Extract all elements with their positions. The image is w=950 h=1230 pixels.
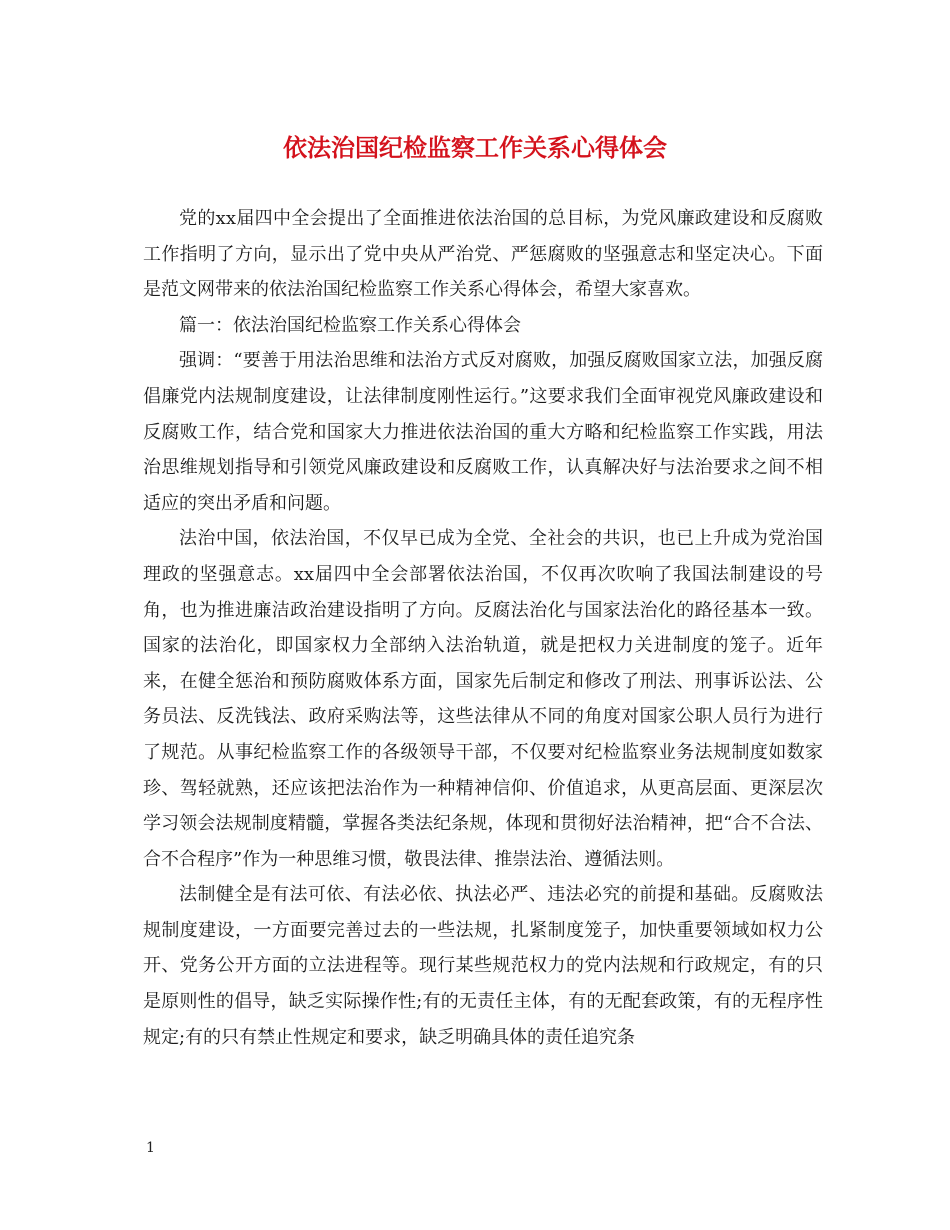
paragraph-section-heading: 篇一：依法治国纪检监察工作关系心得体会 (179, 314, 521, 336)
paragraph-rule-of-law: 法治中国，依法治国，不仅早已成为全党、全社会的共识，也已上升成为党治国理政的坚强意志。xx届四中全会部署依法治国，不仅再次吹响了我国法制建设的号角，也为推进廉洁政治建设指明了方向。反腐法治化与国家法治化的路径基本一致。国家的法治化，即国家权力全部纳入法治轨道，就是把权力关进制度的笼子。近年来，在健全惩治和预防腐败体系方面，国家先后制定和修改了刑法、刑事诉讼法、公务员法、反洗钱法、政府采购法等，这些法律从不同的角度对国家公职人员行为进行了规范。从事纪检监察工作的各级领导干部，不仅要对纪检监察业务法规制度如数家珍、驾轻就熟，还应该把法治作为一种精神信仰、价值追求，从更高层面、更深层次学习领会法规制度精髓，掌握各类法纪条规，体现和贯彻好法治精神，把“合不合法、合不合程序”作为一种思维习惯，敬畏法律、推崇法治、遵循法则。 (143, 528, 823, 870)
paragraph-legal-system: 法制健全是有法可依、有法必依、执法必严、违法必究的前提和基础。反腐败法规制度建设，一方面要完善过去的一些法规，扎紧制度笼子，加快重要领域如权力公开、党务公开方面的立法进程等。现行某些规范权力的党内法规和行政规定，有的只是原则性的倡导，缺乏实际操作性;有的无责任主体，有的无配套政策，有的无程序性规定;有的只有禁止性规定和要求，缺乏明确具体的责任追究条 (143, 884, 823, 1048)
page-number: 1 (146, 1140, 155, 1156)
paragraph-intro: 党的xx届四中全会提出了全面推进依法治国的总目标，为党风廉政建设和反腐败工作指明了方向，显示出了党中央从严治党、严惩腐败的坚强意志和坚定决心。下面是范文网带来的依法治国纪检监察工作关系心得体会，希望大家喜欢。 (143, 208, 823, 301)
paragraph-emphasis: 强调：“要善于用法治思维和法治方式反对腐败，加强反腐败国家立法，加强反腐倡廉党内法规制度建设，让法律制度刚性运行。”这要求我们全面审视党风廉政建设和反腐败工作，结合党和国家大力推进依法治国的重大方略和纪检监察工作实践，用法治思维规划指导和引领党风廉政建设和反腐败工作，认真解决好与法治要求之间不相适应的突出矛盾和问题。 (143, 350, 823, 514)
document-title: 依法治国纪检监察工作关系心得体会 (283, 133, 667, 162)
document-body (143, 201, 823, 1055)
